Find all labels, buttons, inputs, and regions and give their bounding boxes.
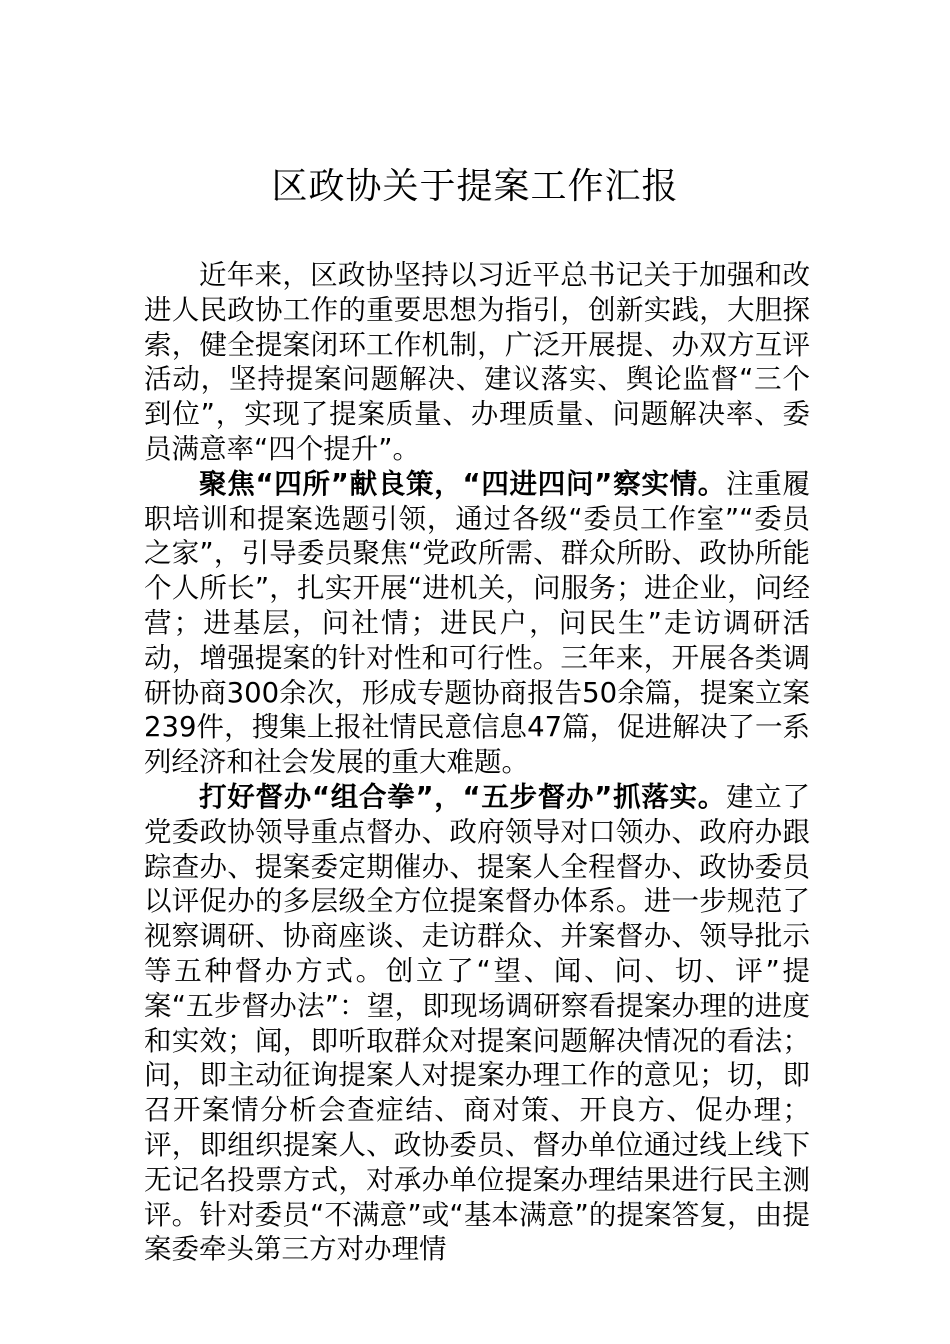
paragraph-text: 注重履职培训和提案选题引领，通过各级“委员工作室”“委员之家”，引导委员聚焦“党政所需、群众所盼、政协所能个人所长”，扎实开展“进机关，问服务；进企业，问经营；进基层，问社情；进民户，问民生”走访调研活动，增强提案的针对性和可行性。三年来，开展各类调研协商300余次，形成专题协商报告50余篇，提案立案239件，搜集上报社情民意信息47篇，促进解决了一系列经济和社会发展的重大难题。 xyxy=(144,467,811,779)
paragraph-proposals-research xyxy=(144,467,810,780)
document-body xyxy=(144,258,810,1267)
paragraph-lead: 打好督办“组合拳”，“五步督办”抓落实。 xyxy=(199,780,727,813)
paragraph-text: 建立了党委政协领导重点督办、政府领导对口领办、政府办跟踪查办、提案委定期催办、提案人全程督办、政协委员以评促办的多层级全方位提案督办体系。进一步规范了视察调研、协商座谈、走访群众、并案督办、领导批示等五种督办方式。创立了“望、闻、问、切、评”提案“五步督办法”：望，即现场调研察看提案办理的进度和实效；闻，即听取群众对提案问题解决情况的看法；问，即主动征询提案人对提案办理工作的意见；切，即召开案情分析会查症结、商对策、开良方、促办理；评，即组织提案人、政协委员、督办单位通过线上线下无记名投票方式，对承办单位提案办理结果进行民主测评。针对委员“不满意”或“基本满意”的提案答复，由提案委牵头第三方对办理情 xyxy=(144,780,811,1266)
document-title: 区政协关于提案工作汇报 xyxy=(271,166,679,207)
paragraph-lead: 聚焦“四所”献良策，“四进四问”察实情。 xyxy=(199,467,727,500)
paragraph-supervision xyxy=(144,780,810,1267)
paragraph-intro xyxy=(144,258,810,467)
paragraph-text: 近年来，区政协坚持以习近平总书记关于加强和改进人民政协工作的重要思想为指引，创新实践，大胆探索，健全提案闭环工作机制，广泛开展提、办双方互评活动，坚持提案问题解决、建议落实、舆论监督“三个到位”，实现了提案质量、办理质量、问题解决率、委员满意率“四个提升”。 xyxy=(144,259,810,465)
